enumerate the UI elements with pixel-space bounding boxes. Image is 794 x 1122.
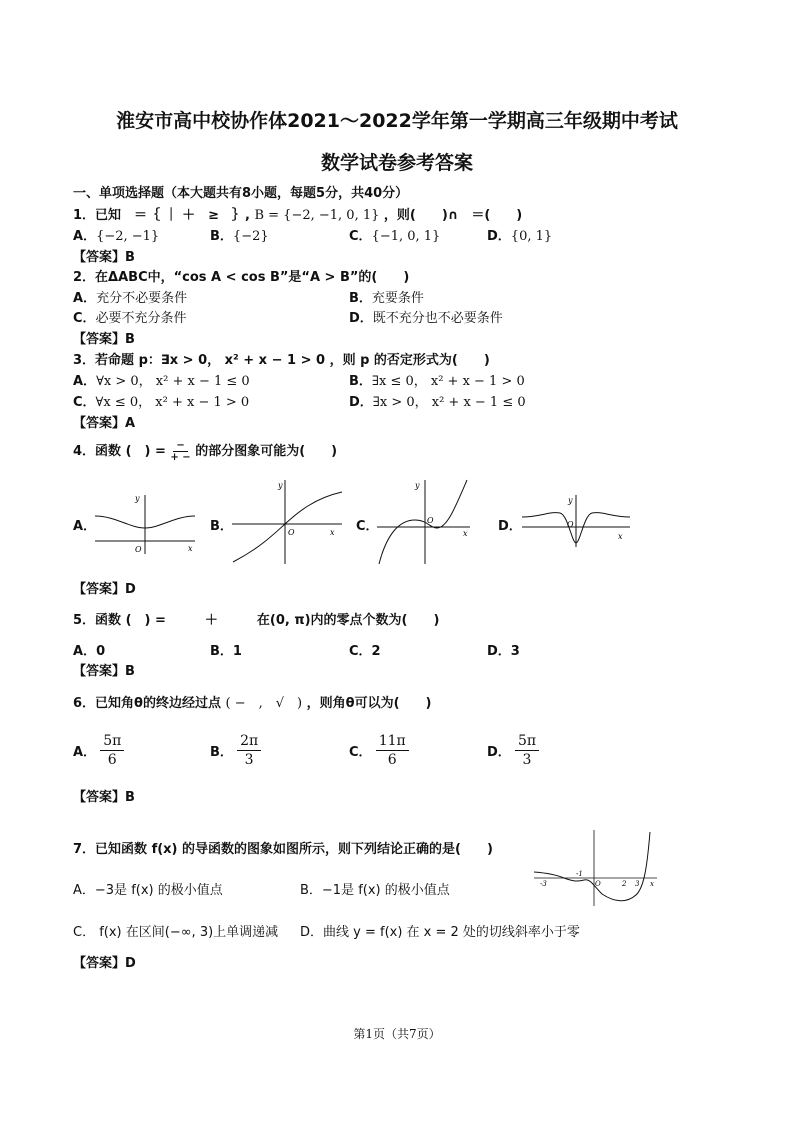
svg-text:O: O <box>288 528 295 537</box>
question-5-stem: 5．函数 ( ) = ＋ 在(0, π)内的零点个数为( ) <box>73 613 440 628</box>
q1-option-b: B．{−2} <box>210 229 269 244</box>
q3-answer: 【答案】A <box>73 416 136 431</box>
q4-graph-b-label: B． <box>210 519 233 534</box>
svg-text:O: O <box>427 516 434 525</box>
q6-answer: 【答案】B <box>73 790 135 805</box>
svg-text:-3: -3 <box>540 880 547 888</box>
svg-text:x: x <box>650 880 654 888</box>
q6-option-c: C． $\frac{11\pi}{6}$ <box>349 732 409 769</box>
svg-text:3: 3 <box>635 880 640 888</box>
q2-option-c: C．必要不充分条件 <box>73 311 187 326</box>
q1-option-d: D．{0, 1} <box>487 229 553 244</box>
q4-graph-d <box>520 493 632 549</box>
q3-option-b: B．∃x ≤ 0， x² + x − 1 > 0 <box>349 374 525 389</box>
page-subtitle: 数学试卷参考答案 <box>320 152 473 174</box>
q3-option-c: C．∀x ≤ 0， x² + x − 1 > 0 <box>73 395 250 410</box>
q7-option-d: D．曲线 y = f(x) 在 x = 2 处的切线斜率小于零 <box>300 925 580 940</box>
q7-option-a: A．−3是 f(x) 的极小值点 <box>73 883 223 898</box>
page-title: 淮安市高中校协作体2021～2022学年第一学期高三年级期中考试 <box>116 110 678 132</box>
q1-answer: 【答案】B <box>73 250 135 265</box>
q4-function-fraction: $\frac{-}{+ -}$ <box>170 440 191 463</box>
question-6-stem: 6．已知角θ的终边经过点 ( − , √ ) ，则角θ可以为( ) <box>73 696 432 711</box>
q6-option-a: A． $\frac{5\pi}{6}$ <box>73 732 124 769</box>
q6-option-d: D． $\frac{5\pi}{3}$ <box>487 732 539 769</box>
svg-text:O: O <box>135 545 142 554</box>
svg-text:2: 2 <box>622 880 627 888</box>
q1-stem-text: 1．已知 ＝｛ ｜ ＋ ≥ ｝, <box>73 208 250 223</box>
q4-graph-d-label: D． <box>498 519 522 534</box>
q2-answer: 【答案】B <box>73 332 135 347</box>
q4-graph-a <box>90 490 200 556</box>
q7-option-c: C． f(x) 在区间(−∞, 3)上单调递减 <box>73 925 279 940</box>
q5-option-a: A．0 <box>73 644 106 659</box>
svg-text:y: y <box>568 496 573 505</box>
q2-option-b: B．充要条件 <box>349 291 424 306</box>
svg-text:x: x <box>618 532 623 541</box>
q4-answer: 【答案】D <box>73 582 136 597</box>
q7-answer: 【答案】D <box>73 956 136 971</box>
svg-text:y: y <box>278 481 283 490</box>
svg-text:y: y <box>135 494 140 503</box>
q1-set-b: B = {−2, −1, 0, 1} <box>254 208 380 223</box>
svg-text:y: y <box>415 481 420 490</box>
q3-option-d: D．∃x > 0， x² + x − 1 ≤ 0 <box>349 395 526 410</box>
svg-text:O: O <box>595 880 601 888</box>
q7-option-b: B．−1是 f(x) 的极小值点 <box>300 883 450 898</box>
svg-text:x: x <box>188 544 193 553</box>
q5-option-c: C．2 <box>349 644 381 659</box>
question-1-stem <box>73 204 522 223</box>
svg-text:x: x <box>330 528 335 537</box>
question-2-stem: 2．在ΔABC中，“cos A < cos B”是“A > B”的( ) <box>73 270 410 285</box>
q4-graph-c <box>375 478 475 566</box>
svg-text:O: O <box>567 520 574 529</box>
q3-option-a: A．∀x > 0， x² + x − 1 ≤ 0 <box>73 374 250 389</box>
question-7-stem: 7．已知函数 f(x) 的导函数的图象如图所示，则下列结论正确的是( ) <box>73 842 493 857</box>
q6-point: ( − , √ ) <box>225 696 303 711</box>
q6-option-b: B． $\frac{2\pi}{3}$ <box>210 732 261 769</box>
q5-option-b: B．1 <box>210 644 242 659</box>
q2-option-d: D．既不充分也不必要条件 <box>349 311 503 326</box>
q1-option-c: C．{−1, 0, 1} <box>349 229 441 244</box>
question-3-stem: 3．若命题 p：∃x > 0， x² + x − 1 > 0 ，则 p 的否定形式为( ) <box>73 353 490 368</box>
q4-graph-c-label: C． <box>356 519 379 534</box>
q1-stem-tail: ，则( )∩ ＝( ) <box>383 208 523 223</box>
svg-text:x: x <box>463 529 468 538</box>
question-4-stem: 4．函数 ( ) = $\frac{-}{+ -}$ 的部分图象可能为( ) <box>73 440 338 463</box>
q5-answer: 【答案】B <box>73 664 135 679</box>
q4-graph-b <box>230 478 345 566</box>
section-header: 一、单项选择题（本大题共有8小题，每题5分，共40分） <box>73 186 409 201</box>
page-footer: 第1页（共7页） <box>353 1027 441 1041</box>
q4-graph-a-label: A． <box>73 519 97 534</box>
q7-derivative-graph <box>532 828 662 908</box>
q5-option-d: D．3 <box>487 644 520 659</box>
q1-option-a: A．{−2, −1} <box>73 229 160 244</box>
svg-text:-1: -1 <box>576 870 583 878</box>
q2-option-a: A．充分不必要条件 <box>73 291 188 306</box>
